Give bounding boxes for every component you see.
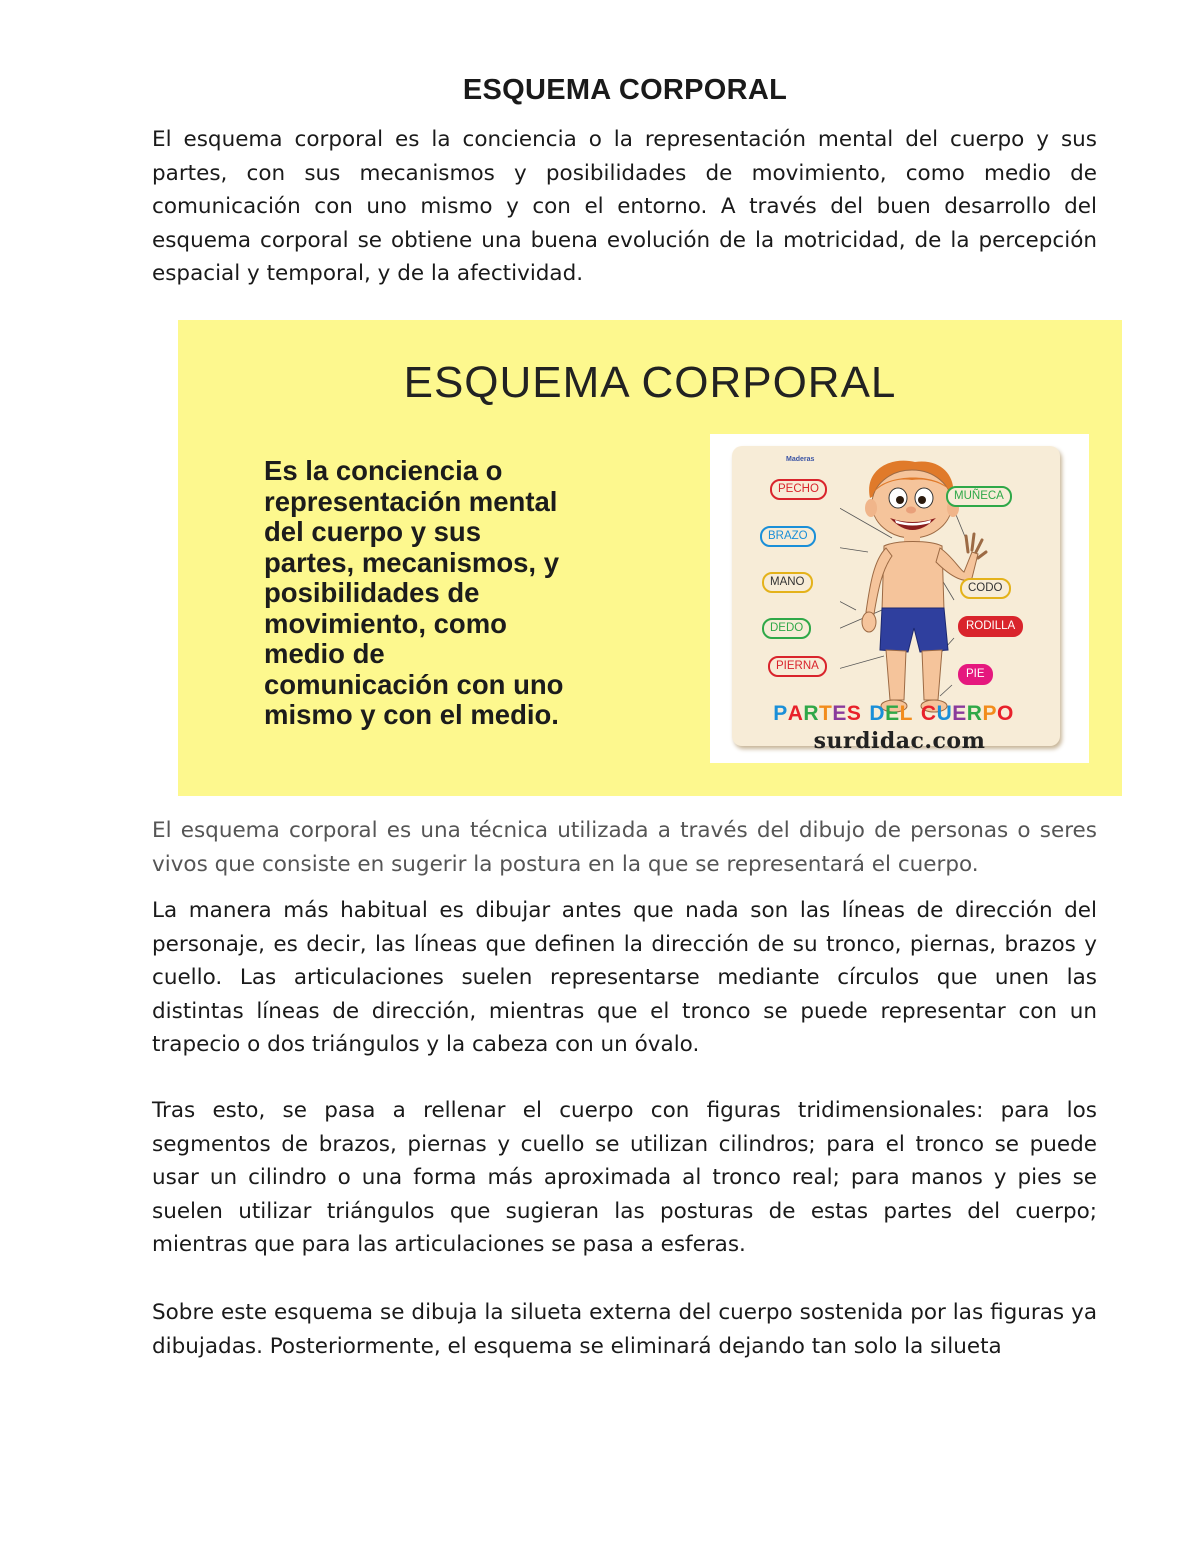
caption-letter: E <box>952 702 967 725</box>
label-mano: MANO <box>762 572 813 593</box>
caption-letter: P <box>982 702 997 725</box>
caption-letter: R <box>803 702 820 725</box>
caption-letter: D <box>869 702 886 725</box>
caption-letter: E <box>832 702 847 725</box>
technique-paragraph: El esquema corporal es una técnica utilizada a través del dibujo de personas o seres vivos que consiste en sugerir la postura en la que se representará el cuerpo. <box>152 818 1097 877</box>
caption-letter: A <box>787 702 804 725</box>
poster-brand-logo: Maderas <box>786 456 815 463</box>
label-pie: PIE <box>958 664 993 685</box>
three-dimensional-figures-paragraph: Tras esto, se pasa a rellenar el cuerpo con figuras tridimensionales: para los segmentos de brazos, piernas y cuello se utilizan cilindros; para el tronco se puede usar un cilindro o una forma más aproximada al tronco real; para manos y pies se suelen utilizar triángulos que sugieran las posturas de estas partes del cuerpo; mientras que para las articulaciones se pasa a esferas. <box>152 1098 1097 1257</box>
label-pecho: PECHO <box>770 479 827 500</box>
label-dedo: DEDO <box>762 618 811 639</box>
body-parts-poster <box>710 434 1089 763</box>
caption-letter: L <box>899 702 913 725</box>
label-codo: CODO <box>960 578 1011 599</box>
intro-paragraph: El esquema corporal es la conciencia o la representación mental del cuerpo y sus partes, con sus mecanismos y posibilidades de movimiento, como medio de comunicación con uno mismo y con el entorno. A través del buen desarrollo del esquema corporal se obtiene una buena evolución de la motricidad, de la percepción espacial y temporal, y de la afectividad. <box>152 127 1097 286</box>
label-pierna: PIERNA <box>768 656 827 677</box>
caption-letter: C <box>920 702 937 725</box>
watermark-surdidac: surdidac.com <box>813 728 986 754</box>
banner-definition-text: Es la conciencia o representación mental del cuerpo y sus partes, mecanismos, y posibilidades de movimiento, como medio de comunicación con uno mismo y con el medio. <box>264 455 564 730</box>
caption-letter: R <box>966 702 983 725</box>
caption-letter: S <box>846 702 862 725</box>
page-title: ESQUEMA CORPORAL <box>462 74 788 106</box>
direction-lines-paragraph: La manera más habitual es dibujar antes que nada son las líneas de dirección del personaje, es decir, las líneas que definen la dirección de su tronco, piernas, brazos y cuello. Las articulaciones suelen representarse mediante círculos que unen las distintas líneas de dirección, mientras que el tronco se puede representar con un trapecio o dos triángulos y la cabeza con un óvalo. <box>152 898 1097 1057</box>
caption-letter: P <box>773 702 788 725</box>
caption-letter: T <box>819 702 833 725</box>
poster-caption-partes-del-cuerpo <box>704 702 1083 726</box>
label-muneca: MUÑECA <box>946 486 1012 507</box>
wooden-board <box>732 446 1060 746</box>
caption-letter: U <box>936 702 953 725</box>
banner-title: ESQUEMA CORPORAL <box>403 358 897 407</box>
silhouette-paragraph: Sobre este esquema se dibuja la silueta externa del cuerpo sostenida por las figuras ya dibujadas. Posteriormente, el esquema se eliminará dejando tan solo la silueta <box>152 1300 1097 1359</box>
caption-letter: O <box>996 702 1014 725</box>
caption-letter: E <box>885 702 900 725</box>
esquema-corporal-banner <box>178 320 1122 796</box>
label-brazo: BRAZO <box>760 526 816 547</box>
label-rodilla: RODILLA <box>958 616 1023 637</box>
